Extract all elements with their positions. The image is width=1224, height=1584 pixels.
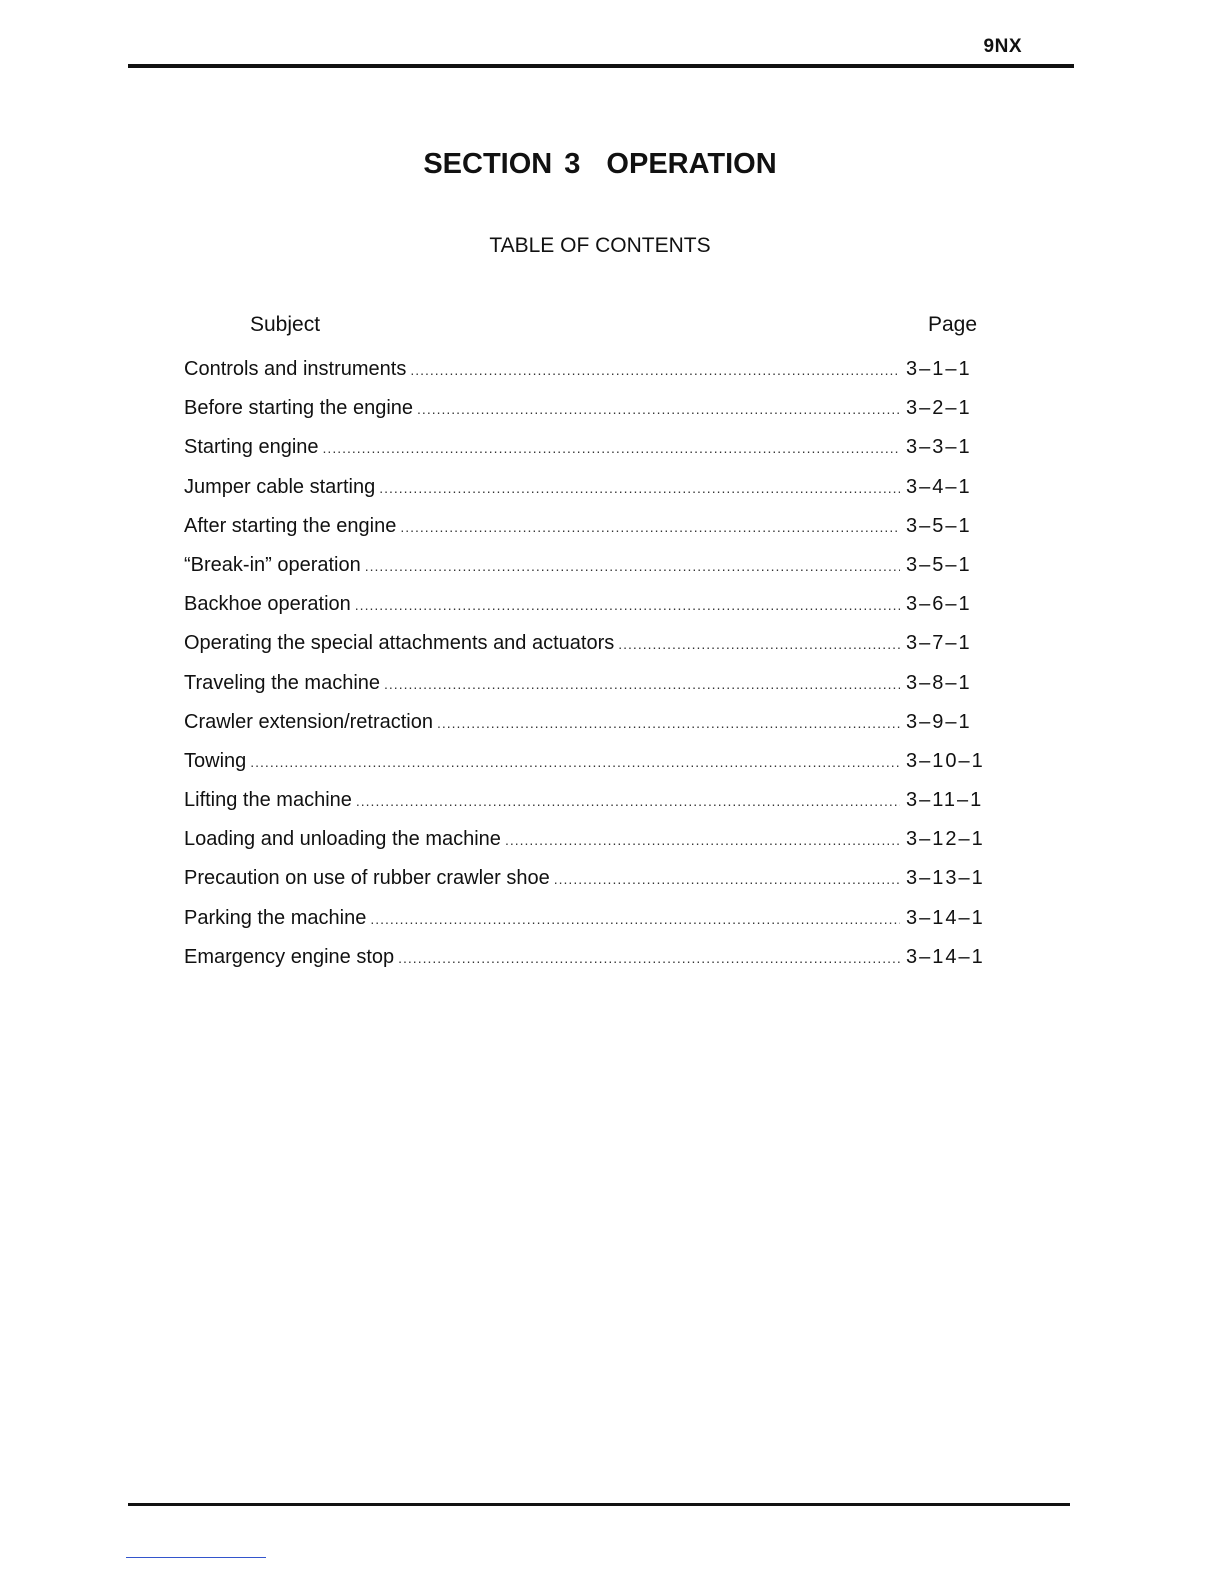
dot-leader	[356, 793, 900, 810]
toc-list	[184, 358, 1024, 985]
toc-entry-page: 3–14–1	[906, 906, 985, 929]
footer-link-underline	[126, 1557, 266, 1558]
dot-leader	[398, 950, 900, 967]
toc-entry[interactable]	[184, 907, 1024, 946]
dot-leader	[410, 362, 900, 379]
toc-entry[interactable]	[184, 711, 1024, 750]
dot-leader	[370, 911, 900, 928]
toc-entry-subject: Starting engine	[184, 436, 319, 459]
header-rule	[128, 64, 1074, 68]
toc-entry[interactable]	[184, 515, 1024, 554]
toc-entry[interactable]	[184, 867, 1024, 906]
toc-entry-subject: After starting the engine	[184, 514, 397, 537]
dot-leader	[554, 871, 900, 888]
dot-leader	[384, 676, 900, 693]
dot-leader	[365, 558, 900, 575]
dot-leader	[323, 440, 900, 457]
dot-leader	[379, 480, 900, 497]
toc-entry-page: 3–14–1	[906, 945, 985, 968]
toc-entry[interactable]	[184, 789, 1024, 828]
toc-entry[interactable]	[184, 593, 1024, 632]
toc-entry-page: 3–5–1	[906, 553, 972, 576]
document-code: 9NX	[983, 36, 1022, 57]
toc-entry-page: 3–10–1	[906, 749, 985, 772]
toc-entry-page: 3–6–1	[906, 593, 972, 616]
dot-leader	[250, 754, 900, 771]
toc-entry-page: 3–9–1	[906, 710, 972, 733]
dot-leader	[417, 401, 900, 418]
dot-leader	[355, 597, 900, 614]
toc-entry[interactable]	[184, 828, 1024, 867]
page-column-header: Page	[928, 313, 978, 336]
toc-entry-subject: “Break-in” operation	[184, 553, 361, 576]
toc-entry-page: 3–12–1	[906, 828, 985, 851]
toc-entry[interactable]	[184, 750, 1024, 789]
toc-entry-subject: Precaution on use of rubber crawler shoe	[184, 867, 550, 890]
toc-entry-subject: Towing	[184, 749, 247, 772]
toc-title: TABLE OF CONTENTS	[489, 234, 711, 257]
toc-entry-page: 3–13–1	[906, 867, 985, 890]
toc-entry[interactable]	[184, 397, 1024, 436]
toc-entry-subject: Traveling the machine	[184, 671, 381, 694]
toc-entry[interactable]	[184, 554, 1024, 593]
dot-leader	[618, 636, 900, 653]
toc-entry-subject: Before starting the engine	[184, 397, 414, 420]
toc-entry[interactable]	[184, 946, 1024, 985]
toc-entry-page: 3–7–1	[906, 632, 972, 655]
section-name: OPERATION	[606, 148, 777, 180]
toc-entry-page: 3–4–1	[906, 475, 972, 498]
toc-entry-page: 3–8–1	[906, 671, 972, 694]
section-label: SECTION 3	[423, 148, 581, 180]
dot-leader	[400, 519, 900, 536]
toc-entry-subject: Lifting the machine	[184, 789, 352, 812]
subject-column-header: Subject	[250, 313, 321, 336]
toc-entry-subject: Jumper cable starting	[184, 475, 376, 498]
toc-entry-subject: Backhoe operation	[184, 593, 351, 616]
toc-entry-page: 3–1–1	[906, 358, 972, 380]
toc-entry-subject: Operating the special attachments and actuators	[184, 632, 615, 655]
dot-leader	[505, 832, 900, 849]
toc-entry-subject: Emargency engine stop	[184, 945, 395, 968]
toc-entry[interactable]	[184, 632, 1024, 671]
toc-entry-page: 3–2–1	[906, 397, 972, 420]
toc-entry[interactable]	[184, 476, 1024, 515]
toc-entry-page: 3–5–1	[906, 514, 972, 537]
toc-entry-subject: Parking the machine	[184, 906, 367, 929]
toc-entry-subject: Crawler extension/retraction	[184, 710, 433, 733]
toc-entry-subject: Loading and unloading the machine	[184, 828, 501, 851]
toc-entry-page: 3–3–1	[906, 436, 972, 459]
toc-entry[interactable]	[184, 672, 1024, 711]
toc-entry-page: 3–11–1	[906, 789, 984, 812]
footer-rule	[128, 1503, 1070, 1506]
toc-entry[interactable]	[184, 358, 1024, 397]
toc-entry[interactable]	[184, 436, 1024, 475]
dot-leader	[437, 715, 900, 732]
section-title	[0, 148, 1200, 181]
toc-entry-subject: Controls and instruments	[184, 358, 407, 380]
